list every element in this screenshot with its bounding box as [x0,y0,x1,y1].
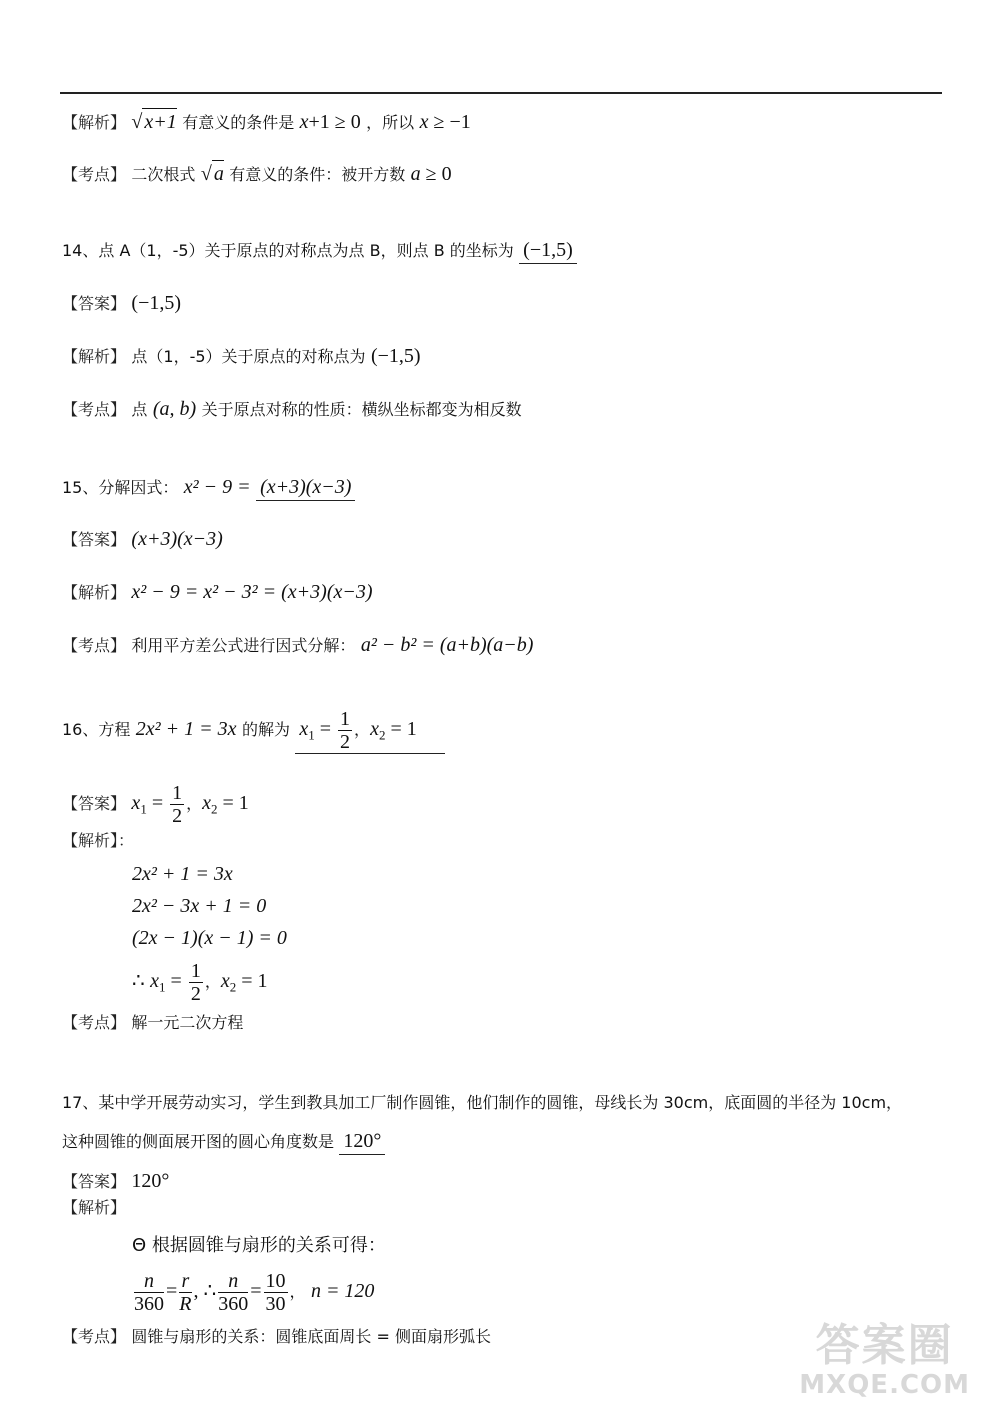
q17-answer [62,1168,169,1195]
answer-tag: 【答案】 [62,794,127,813]
q14-analysis [62,343,421,370]
q16-analysis [62,828,134,854]
point-tag: 【考点】 [62,165,127,184]
q17-point-text: 圆锥与扇形的关系：圆锥底面周长 = 侧面扇形弧长 [131,1327,492,1346]
answer-tag: 【答案】 [62,530,127,549]
point-tag: 【考点】 [62,1327,127,1346]
q15-answer [62,526,223,553]
q16-point-text: 解一元二次方程 [131,1013,244,1032]
q16-blank: $x_1$ = $\frac{1}{2}$ ，$x_2 = 1$ [295,708,444,754]
watermark-logo [799,1322,970,1400]
point-tag: 【考点】 [62,636,127,655]
q15-analysis-math: x² − 9 = x² − 3² = (x+3)(x−3) [131,581,373,603]
q16-step-4: ∴ $x_1$ = $\frac{1}{2}$ ，$x_2 = 1$ [132,960,268,1005]
q14-point-a: 点 [131,400,148,419]
q16-step-2: 2x² − 3x + 1 = 0 [132,895,267,917]
answer-tag: 【答案】 [62,294,127,313]
q17-blank: 120° [339,1128,385,1155]
analysis-tag: 【解析】 [62,1198,127,1217]
q14-answer-value: (−1,5) [131,292,182,314]
q16-number: 16、 [62,720,99,739]
q17-analysis [62,1195,126,1221]
q13-analysis-text-b: ，所以 [366,113,415,132]
q17-answer-value: 120° [131,1170,170,1192]
q16-question-a: 方程 [98,720,131,739]
q16-step-1: 2x² + 1 = 3x [132,863,233,885]
q15-answer-value: (x+3)(x−3) [131,528,223,550]
q14-answer [62,290,181,317]
q17-result: n = 120 [310,1280,375,1302]
q17-reason-text: Θ 根据圆锥与扇形的关系可得： [132,1235,386,1256]
q13-analysis-text-a: 有意义的条件是 [182,113,295,132]
q16-question [62,708,445,754]
q16-step-3: (2x − 1)(x − 1) = 0 [132,927,287,949]
q14-point-b: 关于原点对称的性质：横纵坐标都变为相反数 [201,400,522,419]
q15-point-math: a² − b² = (a+b)(a−b) [360,634,534,656]
analysis-tag: 【解析】 [62,113,127,132]
q17-question-text1: 某中学开展劳动实习，学生到教具加工厂制作圆锥，他们制作的圆锥，母线长为 30cm，底面圆的半径为 10cm， [98,1093,903,1112]
answer-tag: 【答案】 [62,1172,127,1191]
q14-question-text: 点 A（1，-5）关于原点的对称点为点 B，则点 B 的坐标为 [98,241,514,260]
q15-question-text: 分解因式： [98,478,179,497]
q14-analysis-value: (−1,5) [370,345,421,367]
q13-point-text-b: 有意义的条件：被开方数 [229,165,406,184]
q14-analysis-text: 点（1，-5）关于原点的对称点为 [131,347,366,366]
q13-point: 【考点】 二次根式 √ a 有意义的条件：被开方数 a ≥ 0 [62,160,452,188]
q15-analysis [62,579,373,606]
q16-question-math: 2x² + 1 = 3x [135,718,237,740]
watermark-top: 答案圈 [815,1320,954,1371]
q14-point-math: (a, b) [152,398,197,420]
q17-reason [132,1233,386,1259]
q15-point-text: 利用平方差公式进行因式分解： [131,636,356,655]
q17-formula: $\frac{n}{360}$ = $\frac{r}{R}$ , ∴ $\frac{n}{360}$ = $\frac{10}{30}$ ， n = 120 [134,1270,375,1315]
q13-point-text-a: 二次根式 [131,165,196,184]
q17-point [62,1324,491,1350]
q17-question-text2: 这种圆锥的侧面展开图的圆心角度数是 [62,1132,335,1151]
q17-question-line2 [62,1128,385,1155]
q14-number: 14、 [62,241,99,260]
q15-blank: (x+3)(x−3) [256,474,355,501]
point-tag: 【考点】 [62,1013,127,1032]
q16-question-b: 的解为 [241,720,290,739]
q13-analysis: 【解析】 √ x+1 有意义的条件是 x+1 ≥ 0 ，所以 x ≥ −1 [62,108,471,136]
q17-number: 17、 [62,1093,99,1112]
analysis-tag: 【解析】： [62,831,135,850]
q14-point [62,396,522,423]
analysis-tag: 【解析】 [62,347,127,366]
q15-point [62,632,533,659]
q16-point [62,1010,243,1036]
header-rule [60,92,942,94]
q16-answer: 【答案】 $x_1$ = $\frac{1}{2}$ ，$x_2 = 1$ [62,782,249,827]
q14-blank: (−1,5) [519,237,577,264]
q17-question-line1 [62,1090,902,1116]
watermark-bottom: MXQE.COM [799,1370,970,1400]
q15-number: 15、 [62,478,99,497]
q14-question [62,237,577,264]
q16-therefore: ∴ [132,970,145,992]
q15-question [62,474,355,501]
point-tag: 【考点】 [62,400,127,419]
q15-question-math: x² − 9 = [183,476,251,498]
analysis-tag: 【解析】 [62,583,127,602]
